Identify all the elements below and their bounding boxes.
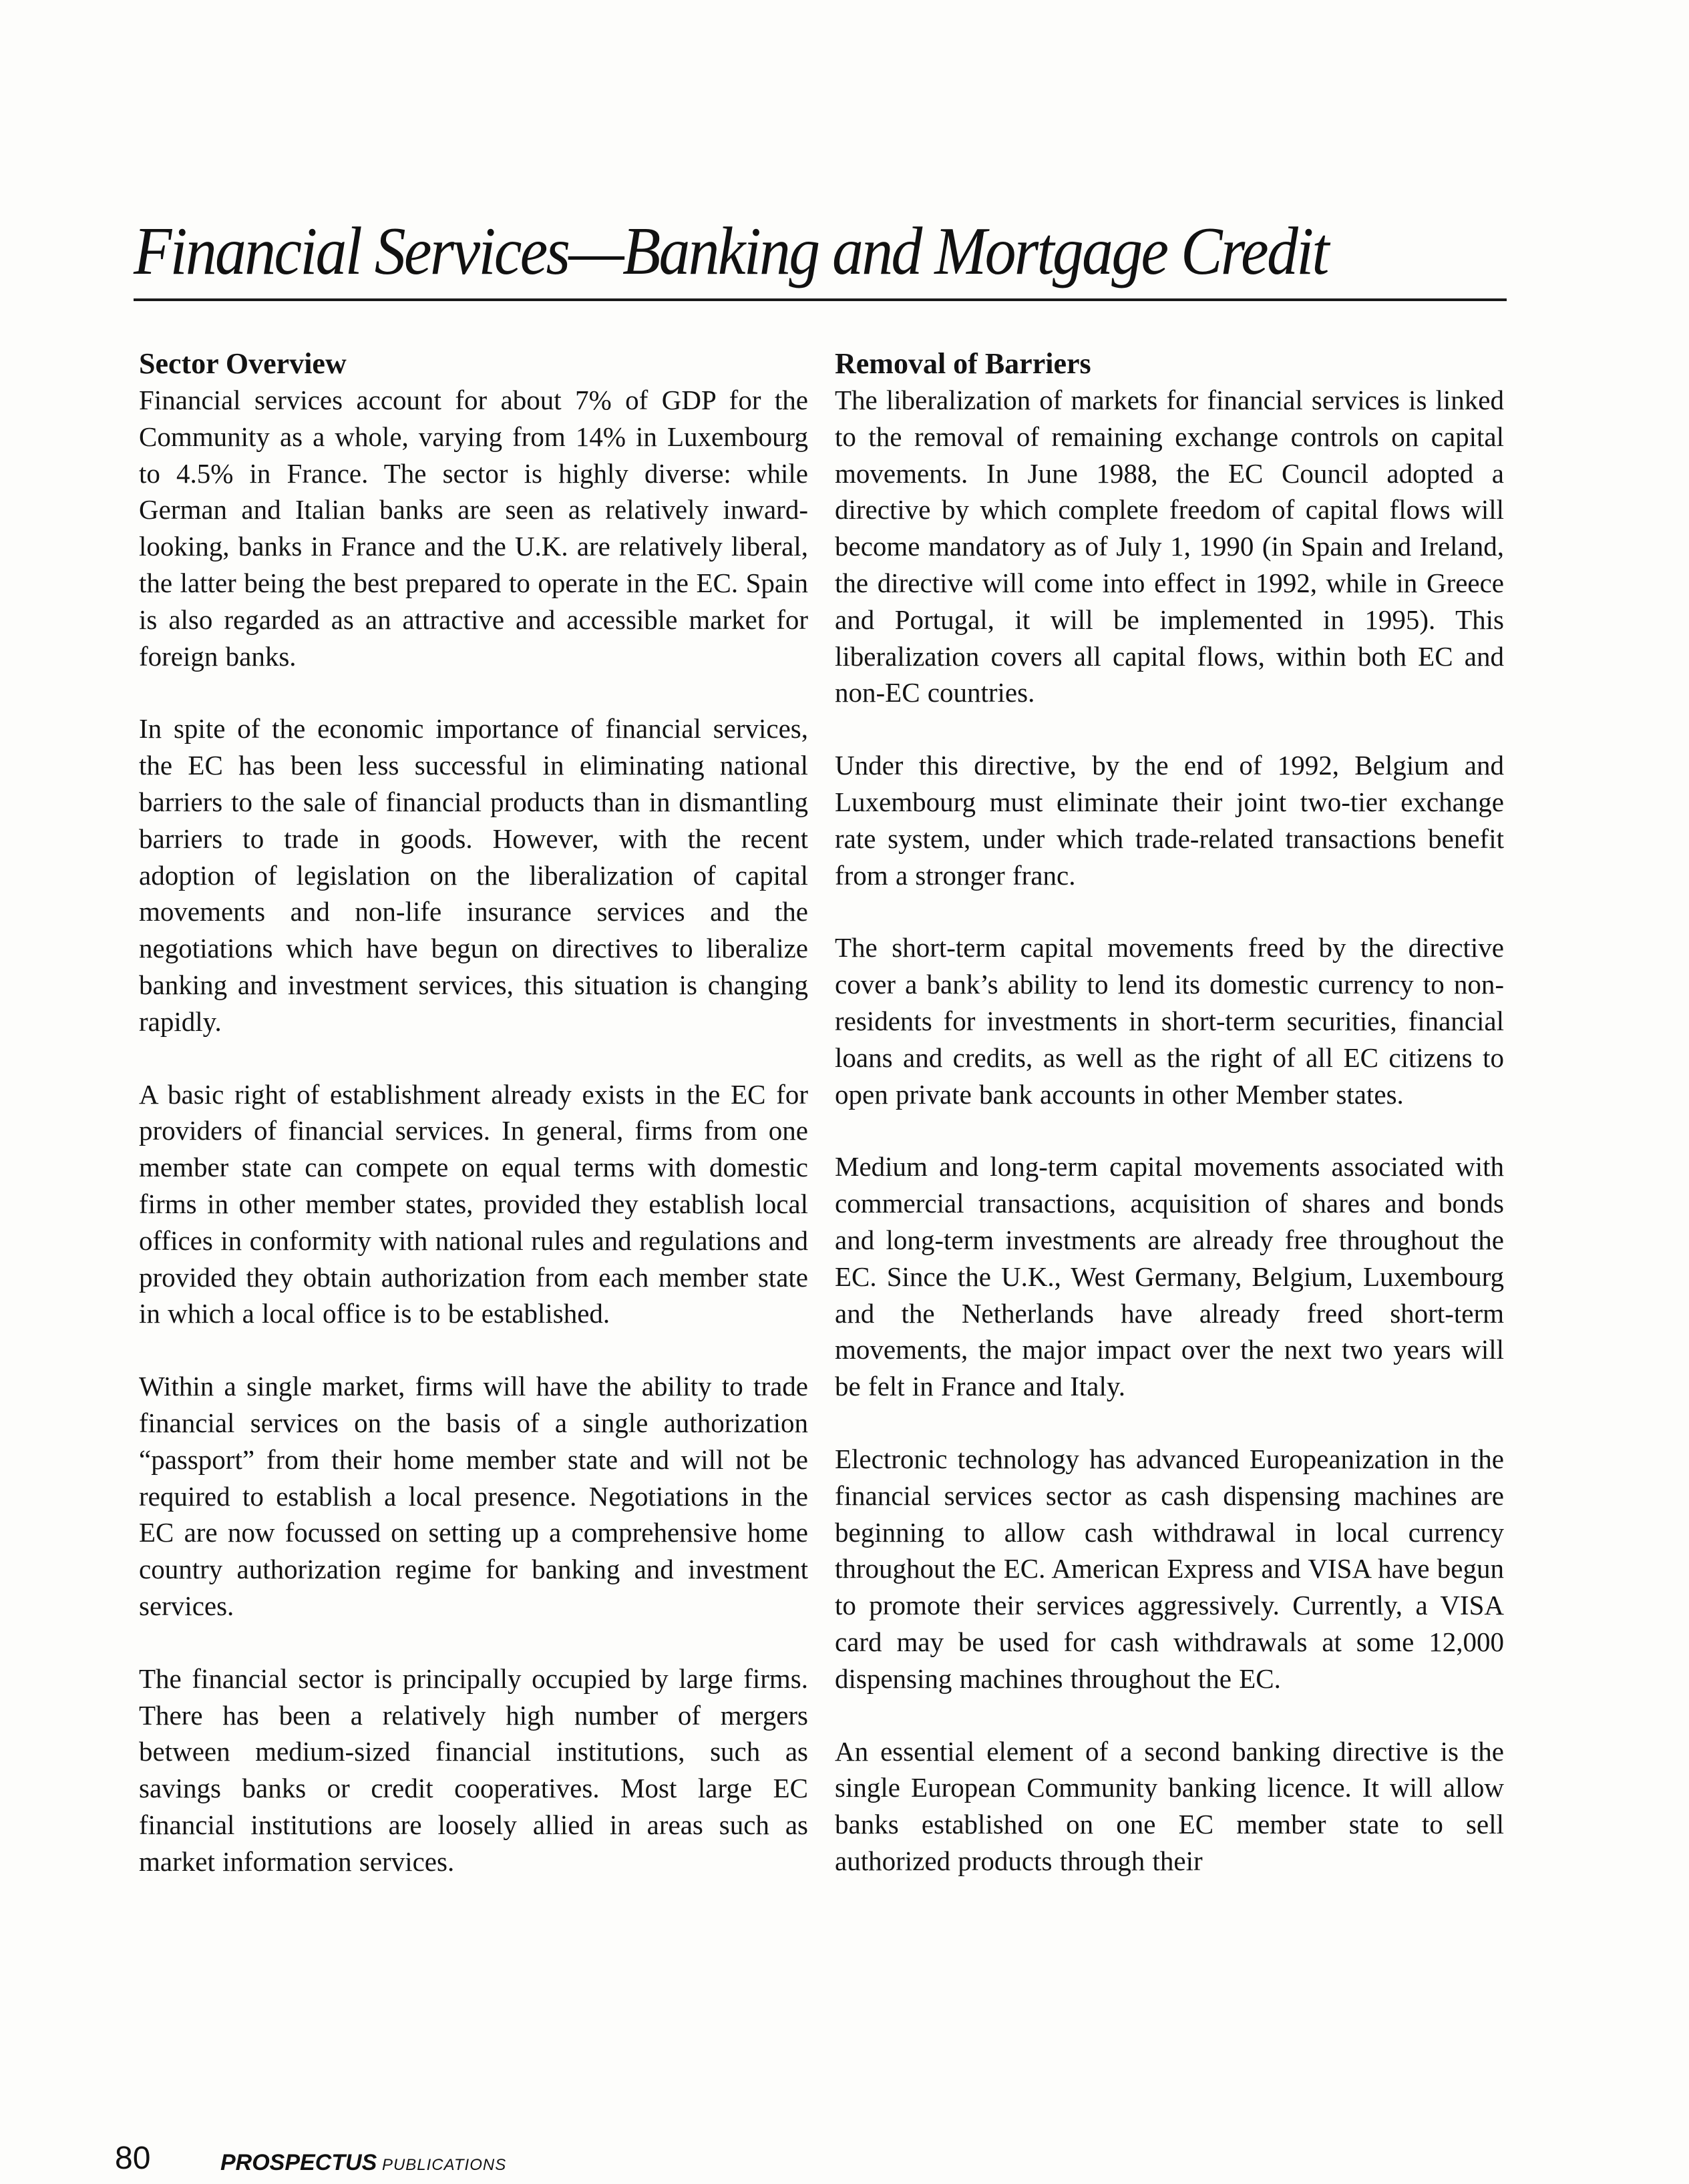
section-heading-sector-overview: Sector Overview <box>139 347 347 380</box>
page-title: Financial Services—Banking and Mortgage Credit <box>134 214 1328 289</box>
publisher-suffix: PUBLICATIONS <box>381 2156 507 2174</box>
page-number: 80 <box>115 2141 151 2176</box>
paragraph: A basic right of establishment already exists in the EC for providers of financial services. In general, firms from one member state can compete on equal terms with domestic firms in other member states, provided they establish local offices in conformity with national rules and regulations and provided they obtain authorization from each member state in which a local office is to be established. <box>139 1078 808 1329</box>
right-column <box>835 346 1504 1916</box>
paragraph: An essential element of a second banking directive is the single European Community banking licence. It will allow banks established on one EC member state to sell authorized products through their <box>835 1735 1504 1876</box>
paragraph: The liberalization of markets for financial services is linked to the removal of remaining exchange controls on capital movements. In June 1988, the EC Council adopted a directive by which complete freedom of capital flows will become mandatory as of July 1, 1990 (in Spain and Ireland, the directive will come into effect in 1992, while in Greece and Portugal, it will be implemented in 1995). This liberalization covers all capital flows, within both EC and non-EC countries. <box>835 385 1504 708</box>
paragraph: Under this directive, by the end of 1992, Belgium and Luxembourg must eliminate their joint two-tier exchange rate system, under which trade-related transactions benefit from a stronger franc. <box>835 750 1504 891</box>
paragraph: In spite of the economic importance of financial services, the EC has been less successful in eliminating national barriers to the sale of financial products than in dismantling barriers to trade in goods. However, with the recent adoption of legislation on the liberalization of capital movements and non-life insurance services and the negotiations which have begun on directives to liberalize banking and investment services, this situation is changing rapidly. <box>139 713 808 1037</box>
paragraph: Medium and long-term capital movements associated with commercial transactions, acquisition of shares and bonds and long-term investments are already free throughout the EC. Since the U.K., West Germany, Belgium, Luxembourg and the Netherlands have already freed short-term movements, the major impact over the next two years will be felt in France and Italy. <box>835 1151 1504 1402</box>
paragraph: Electronic technology has advanced Europeanization in the financial services sector as cash dispensing machines are beginning to allow cash withdrawal in local currency throughout the EC. American Express and VISA have begun to promote their services aggressively. Currently, a VISA card may be used for cash withdrawals at some 12,000 dispensing machines throughout the EC. <box>835 1443 1504 1694</box>
section-heading-removal-of-barriers: Removal of Barriers <box>835 347 1091 380</box>
publisher-logo <box>220 2150 506 2176</box>
paragraph: Within a single market, firms will have the ability to trade financial services on the basis of a single authorization “passport” from their home member state and will not be required to establish a local presence. Negotiations in the EC are now focussed on setting up a comprehensive home country authorization regime for banking and investment services. <box>139 1371 808 1621</box>
paragraph: Financial services account for about 7% of GDP for the Community as a whole, varying from 14% in Luxembourg to 4.5% in France. The sector is highly diverse: while German and Italian banks are seen as relatively inward-looking, banks in France and the U.K. are relatively liberal, the latter being the best prepared to operate in the EC. Spain is also regarded as an attractive and accessible market for foreign banks. <box>139 385 808 672</box>
paragraph: The short-term capital movements freed by the directive cover a bank’s ability to lend its domestic currency to non-residents for investments in short-term securities, financial loans and credits, as well as the right of all EC citizens to open private bank accounts in other Member states. <box>835 932 1504 1110</box>
left-column <box>139 346 808 1916</box>
paragraph: The financial sector is principally occupied by large firms. There has been a relatively high number of mergers between medium-sized financial institutions, such as savings banks or credit cooperatives. Most large EC financial institutions are loosely allied in areas such as market information services. <box>139 1663 808 1877</box>
publisher-brand: PROSPECTUS <box>220 2150 377 2175</box>
title-rule <box>134 298 1507 301</box>
